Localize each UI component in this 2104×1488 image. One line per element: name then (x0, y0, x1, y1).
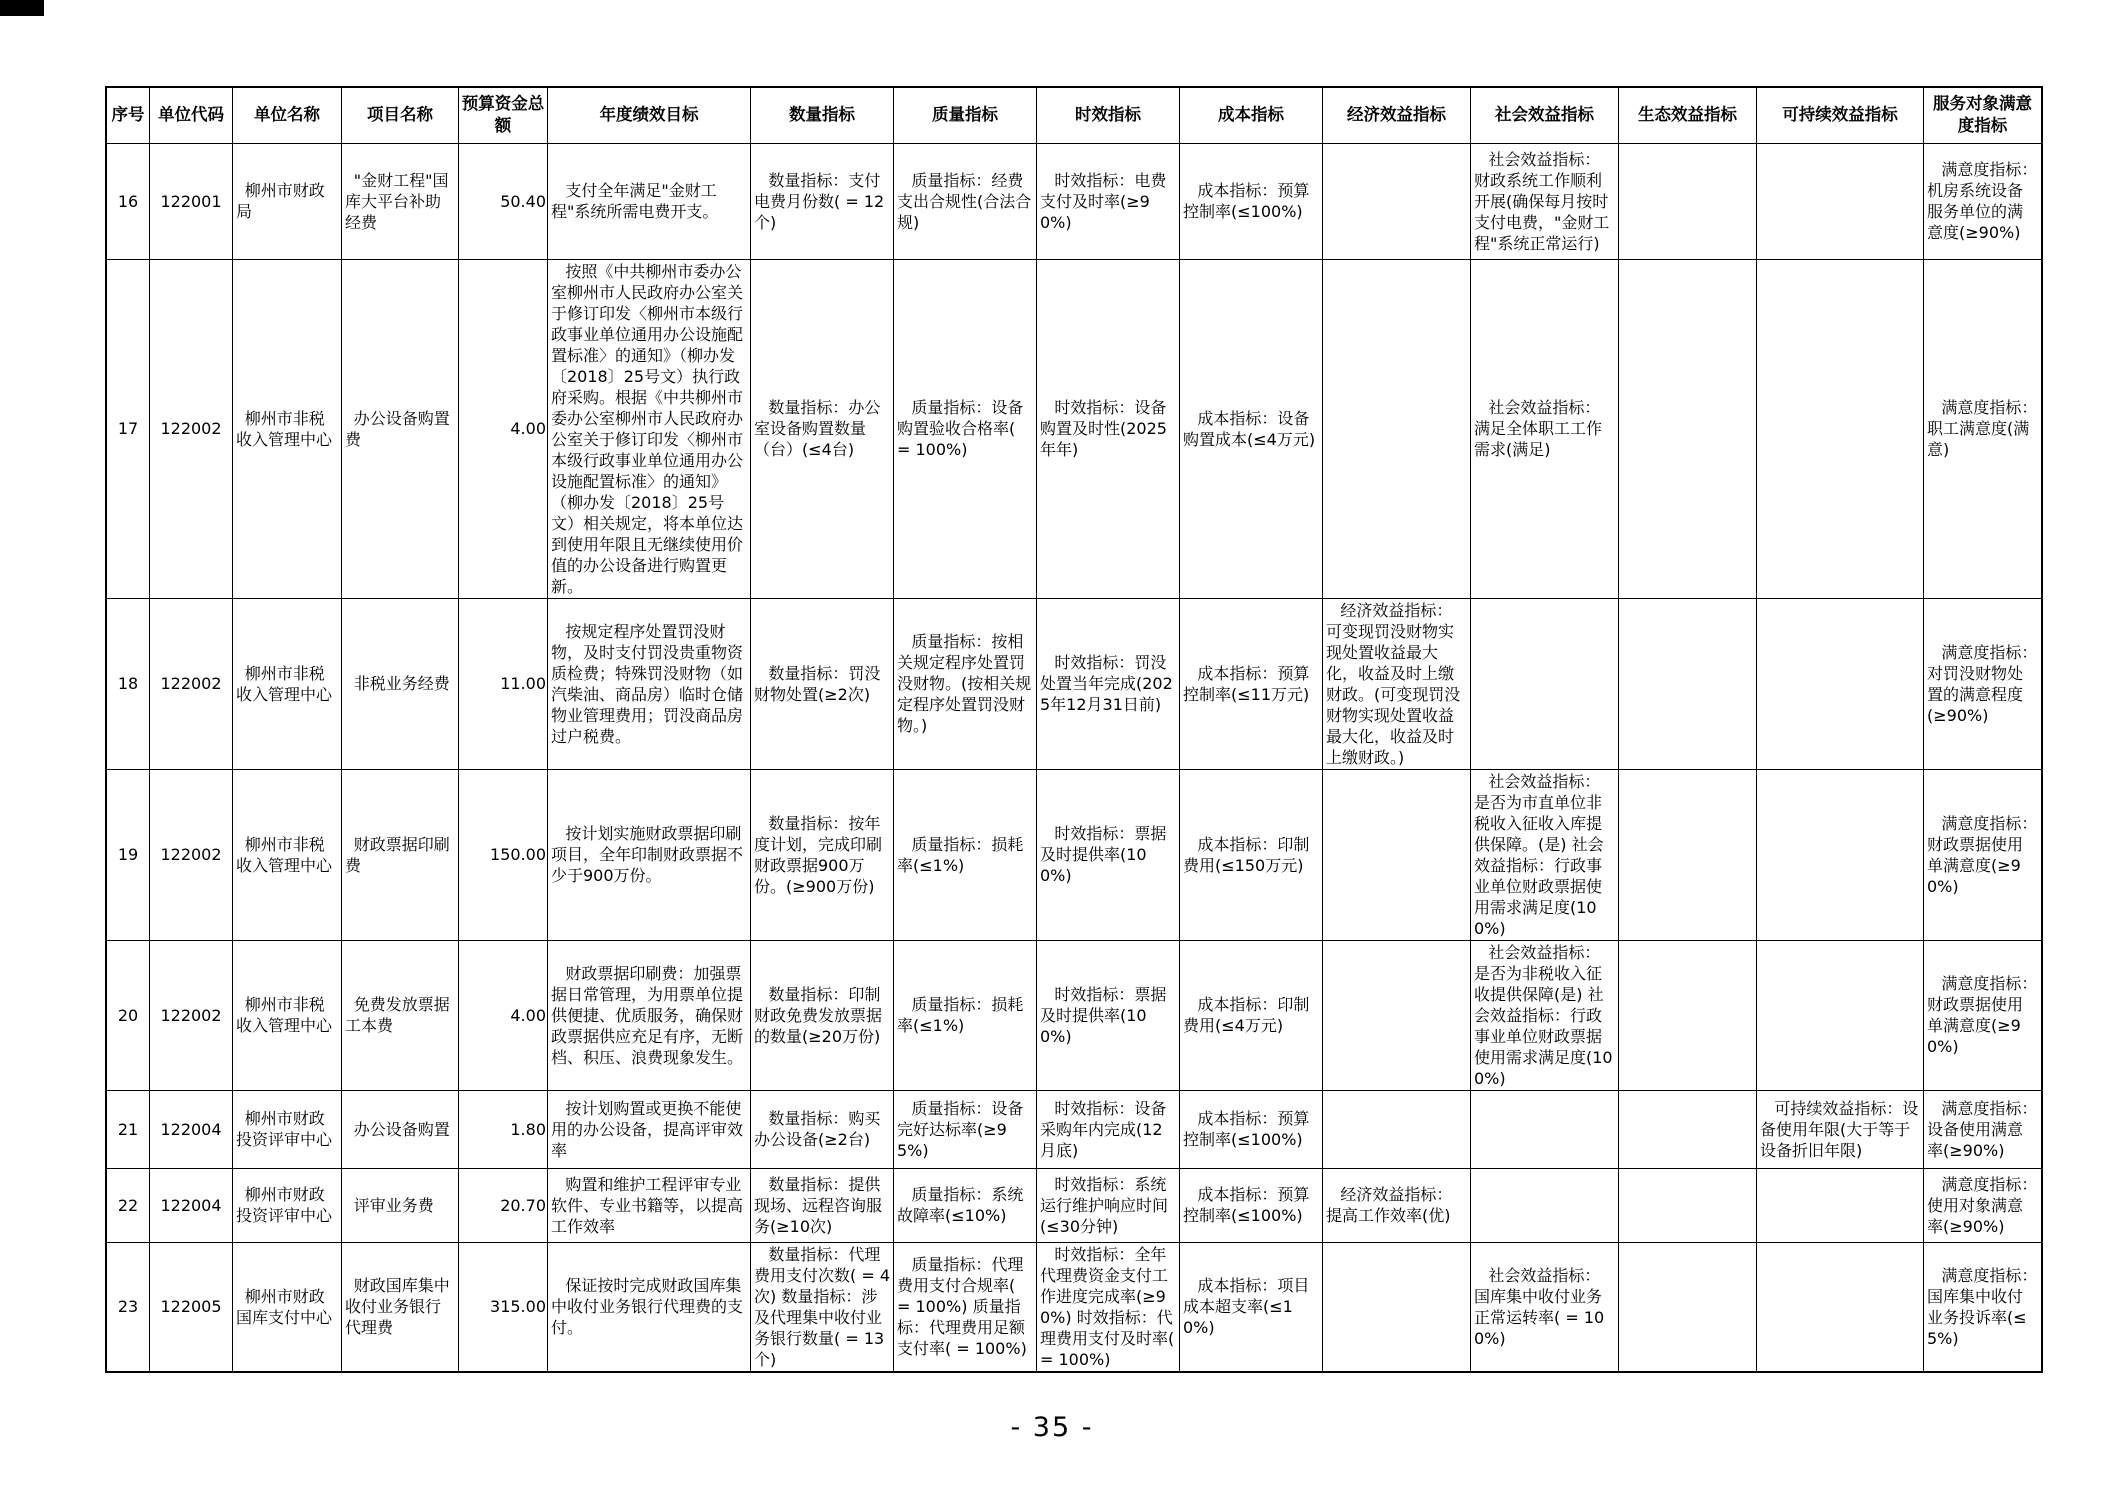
cell-satisfaction: 满意度指标：设备使用满意率(≥90%) (1924, 1090, 2043, 1168)
cell-quality: 质量指标：设备购置验收合格率( = 100%) (894, 259, 1037, 598)
budget-performance-table (105, 86, 2043, 1373)
cell-unit-code: 122004 (150, 1168, 233, 1242)
column-header: 单位代码 (150, 87, 233, 143)
cell-cost: 成本指标：印制费用(≤150万元) (1180, 769, 1323, 940)
cell-satisfaction: 满意度指标：机房系统设备服务单位的满意度(≥90%) (1924, 143, 2043, 259)
cell-sustainable (1757, 940, 1924, 1090)
column-header: 项目名称 (342, 87, 459, 143)
column-header: 数量指标 (751, 87, 894, 143)
cell-quality: 质量指标：损耗率(≤1%) (894, 769, 1037, 940)
cell-cost: 成本指标：预算控制率(≤100%) (1180, 1090, 1323, 1168)
cell-budget: 11.00 (459, 598, 548, 769)
cell-project: 办公设备购置费 (342, 259, 459, 598)
cell-ecological (1619, 259, 1757, 598)
cell-economic: 经济效益指标：可变现罚没财物实现处置收益最大化，收益及时上缴财政。(可变现罚没财物实现处置收益最大化，收益及时上缴财政。) (1323, 598, 1471, 769)
cell-cost: 成本指标：项目成本超支率(≤10%) (1180, 1242, 1323, 1372)
cell-sustainable: 可持续效益指标：设备使用年限(大于等于设备折旧年限) (1757, 1090, 1924, 1168)
cell-economic (1323, 1090, 1471, 1168)
cell-budget: 150.00 (459, 769, 548, 940)
column-header: 年度绩效目标 (548, 87, 751, 143)
column-header: 质量指标 (894, 87, 1037, 143)
cell-sustainable (1757, 598, 1924, 769)
table-row (106, 769, 2042, 940)
cell-project: 财政票据印刷费 (342, 769, 459, 940)
cell-unit-code: 122001 (150, 143, 233, 259)
cell-unit-code: 122005 (150, 1242, 233, 1372)
cell-project: 评审业务费 (342, 1168, 459, 1242)
cell-quality: 质量指标：按相关规定程序处置罚没财物。(按相关规定程序处置罚没财物。) (894, 598, 1037, 769)
column-header: 单位名称 (233, 87, 342, 143)
cell-unit-code: 122004 (150, 1090, 233, 1168)
cell-quantity: 数量指标：印制财政免费发放票据的数量(≥20万份) (751, 940, 894, 1090)
cell-ecological (1619, 143, 1757, 259)
cell-timeliness: 时效指标：罚没处置当年完成(2025年12月31日前) (1037, 598, 1180, 769)
cell-quality: 质量指标：系统故障率(≤10%) (894, 1168, 1037, 1242)
cell-social: 社会效益指标：国库集中收付业务正常运转率( = 100%) (1471, 1242, 1619, 1372)
cell-timeliness: 时效指标：电费支付及时率(≥90%) (1037, 143, 1180, 259)
table-body (106, 143, 2042, 1372)
column-header: 社会效益指标 (1471, 87, 1619, 143)
cell-goal: 保证按时完成财政国库集中收付业务银行代理费的支付。 (548, 1242, 751, 1372)
table-row (106, 1168, 2042, 1242)
cell-sustainable (1757, 1168, 1924, 1242)
cell-satisfaction: 满意度指标：对罚没财物处置的满意程度(≥90%) (1924, 598, 2043, 769)
cell-quantity: 数量指标：罚没财物处置(≥2次) (751, 598, 894, 769)
cell-goal: 按计划购置或更换不能使用的办公设备，提高评审效率 (548, 1090, 751, 1168)
column-header: 预算资金总额 (459, 87, 548, 143)
column-header: 时效指标 (1037, 87, 1180, 143)
cell-sustainable (1757, 769, 1924, 940)
header-row (106, 87, 2042, 143)
cell-quantity: 数量指标：按年度计划，完成印刷财政票据900万份。(≥900万份) (751, 769, 894, 940)
cell-economic (1323, 769, 1471, 940)
cell-budget: 1.80 (459, 1090, 548, 1168)
cell-goal: 财政票据印刷费：加强票据日常管理，为用票单位提供便捷、优质服务，确保财政票据供应充足有序，无断档、积压、浪费现象发生。 (548, 940, 751, 1090)
table-row (106, 259, 2042, 598)
column-header: 可持续效益指标 (1757, 87, 1924, 143)
cell-budget: 50.40 (459, 143, 548, 259)
column-header: 成本指标 (1180, 87, 1323, 143)
cell-budget: 4.00 (459, 940, 548, 1090)
cell-satisfaction: 满意度指标：财政票据使用单满意度(≥90%) (1924, 940, 2043, 1090)
cell-unit-code: 122002 (150, 940, 233, 1090)
cell-unit-name: 柳州市非税收入管理中心 (233, 769, 342, 940)
cell-economic (1323, 940, 1471, 1090)
cell-timeliness: 时效指标：设备采购年内完成(12月底) (1037, 1090, 1180, 1168)
cell-seq: 17 (106, 259, 150, 598)
table-row (106, 940, 2042, 1090)
table-row (106, 1090, 2042, 1168)
cell-timeliness: 时效指标：票据及时提供率(100%) (1037, 940, 1180, 1090)
cell-quality: 质量指标：设备完好达标率(≥95%) (894, 1090, 1037, 1168)
column-header: 经济效益指标 (1323, 87, 1471, 143)
table-header (106, 87, 2042, 143)
cell-seq: 23 (106, 1242, 150, 1372)
cell-unit-name: 柳州市非税收入管理中心 (233, 259, 342, 598)
scan-artifact-corner (0, 0, 44, 16)
cell-ecological (1619, 1090, 1757, 1168)
cell-goal: 按照《中共柳州市委办公室柳州市人民政府办公室关于修订印发〈柳州市本级行政事业单位通用办公设施配置标准〉的通知》（柳办发〔2018〕25号文）执行政府采购。根据《中共柳州市委办公室柳州市人民政府办公室关于修订印发〈柳州市本级行政事业单位通用办公设施配置标准〉的通知》（柳办发〔2018〕25号文）相关规定，将本单位达到使用年限且无继续使用价值的办公设备进行购置更新。 (548, 259, 751, 598)
cell-timeliness: 时效指标：票据及时提供率(100%) (1037, 769, 1180, 940)
column-header: 服务对象满意度指标 (1924, 87, 2043, 143)
cell-economic: 经济效益指标：提高工作效率(优) (1323, 1168, 1471, 1242)
cell-satisfaction: 满意度指标：职工满意度(满意) (1924, 259, 2043, 598)
table-row (106, 1242, 2042, 1372)
cell-unit-name: 柳州市财政投资评审中心 (233, 1090, 342, 1168)
cell-ecological (1619, 1242, 1757, 1372)
cell-project: 办公设备购置 (342, 1090, 459, 1168)
cell-timeliness: 时效指标：设备购置及时性(2025年年) (1037, 259, 1180, 598)
cell-budget: 315.00 (459, 1242, 548, 1372)
cell-unit-name: 柳州市财政局 (233, 143, 342, 259)
cell-budget: 4.00 (459, 259, 548, 598)
cell-quantity: 数量指标：购买办公设备(≥2台) (751, 1090, 894, 1168)
cell-cost: 成本指标：印制费用(≤4万元) (1180, 940, 1323, 1090)
cell-ecological (1619, 940, 1757, 1090)
cell-sustainable (1757, 143, 1924, 259)
cell-quantity: 数量指标：代理费用支付次数( = 4次) 数量指标：涉及代理集中收付业务银行数量( = 13个) (751, 1242, 894, 1372)
cell-seq: 20 (106, 940, 150, 1090)
cell-quality: 质量指标：经费支出合规性(合法合规) (894, 143, 1037, 259)
cell-project: 财政国库集中收付业务银行代理费 (342, 1242, 459, 1372)
cell-satisfaction: 满意度指标：使用对象满意率(≥90%) (1924, 1168, 2043, 1242)
cell-unit-code: 122002 (150, 598, 233, 769)
cell-social (1471, 1168, 1619, 1242)
cell-goal: 按规定程序处置罚没财物，及时支付罚没贵重物资质检费；特殊罚没财物（如汽柴油、商品房）临时仓储物业管理费用；罚没商品房过户税费。 (548, 598, 751, 769)
cell-unit-code: 122002 (150, 769, 233, 940)
cell-goal: 按计划实施财政票据印刷项目，全年印制财政票据不少于900万份。 (548, 769, 751, 940)
cell-seq: 19 (106, 769, 150, 940)
cell-project: 免费发放票据工本费 (342, 940, 459, 1090)
column-header: 序号 (106, 87, 150, 143)
cell-goal: 支付全年满足"金财工程"系统所需电费开支。 (548, 143, 751, 259)
cell-social: 社会效益指标：财政系统工作顺利开展(确保每月按时支付电费，"金财工程"系统正常运行) (1471, 143, 1619, 259)
cell-quality: 质量指标：代理费用支付合规率( = 100%) 质量指标：代理费用足额支付率( = 100%) (894, 1242, 1037, 1372)
cell-social (1471, 598, 1619, 769)
column-header: 生态效益指标 (1619, 87, 1757, 143)
cell-economic (1323, 1242, 1471, 1372)
cell-goal: 购置和维护工程评审专业软件、专业书籍等，以提高工作效率 (548, 1168, 751, 1242)
cell-satisfaction: 满意度指标：国库集中收付业务投诉率(≤5%) (1924, 1242, 2043, 1372)
cell-economic (1323, 143, 1471, 259)
cell-timeliness: 时效指标：系统运行维护响应时间(≤30分钟) (1037, 1168, 1180, 1242)
cell-social: 社会效益指标：满足全体职工工作需求(满足) (1471, 259, 1619, 598)
table-row (106, 143, 2042, 259)
cell-ecological (1619, 769, 1757, 940)
cell-economic (1323, 259, 1471, 598)
cell-satisfaction: 满意度指标：财政票据使用单满意度(≥90%) (1924, 769, 2043, 940)
cell-ecological (1619, 1168, 1757, 1242)
cell-project: 非税业务经费 (342, 598, 459, 769)
cell-seq: 16 (106, 143, 150, 259)
cell-unit-name: 柳州市非税收入管理中心 (233, 598, 342, 769)
cell-project: "金财工程"国库大平台补助经费 (342, 143, 459, 259)
cell-social (1471, 1090, 1619, 1168)
cell-sustainable (1757, 259, 1924, 598)
cell-quality: 质量指标：损耗率(≤1%) (894, 940, 1037, 1090)
cell-social: 社会效益指标：是否为非税收入征收提供保障(是) 社会效益指标：行政事业单位财政票据使用需求满足度(100%) (1471, 940, 1619, 1090)
cell-unit-name: 柳州市非税收入管理中心 (233, 940, 342, 1090)
cell-seq: 18 (106, 598, 150, 769)
cell-quantity: 数量指标：办公室设备购置数量（台）(≤4台) (751, 259, 894, 598)
cell-budget: 20.70 (459, 1168, 548, 1242)
cell-cost: 成本指标：预算控制率(≤100%) (1180, 1168, 1323, 1242)
cell-sustainable (1757, 1242, 1924, 1372)
cell-unit-code: 122002 (150, 259, 233, 598)
cell-seq: 22 (106, 1168, 150, 1242)
cell-quantity: 数量指标：提供现场、远程咨询服务(≥10次) (751, 1168, 894, 1242)
cell-cost: 成本指标：预算控制率(≤100%) (1180, 143, 1323, 259)
cell-unit-name: 柳州市财政投资评审中心 (233, 1168, 342, 1242)
cell-timeliness: 时效指标：全年代理费资金支付工作进度完成率(≥90%) 时效指标：代理费用支付及时率( = 100%) (1037, 1242, 1180, 1372)
cell-ecological (1619, 598, 1757, 769)
page-number: - 35 - (1010, 1412, 1094, 1443)
cell-unit-name: 柳州市财政国库支付中心 (233, 1242, 342, 1372)
cell-cost: 成本指标：预算控制率(≤11万元) (1180, 598, 1323, 769)
table-row (106, 598, 2042, 769)
cell-social: 社会效益指标：是否为市直单位非税收入征收入库提供保障。(是) 社会效益指标：行政事业单位财政票据使用需求满足度(100%) (1471, 769, 1619, 940)
cell-quantity: 数量指标：支付电费月份数( = 12个) (751, 143, 894, 259)
cell-cost: 成本指标：设备购置成本(≤4万元) (1180, 259, 1323, 598)
cell-seq: 21 (106, 1090, 150, 1168)
